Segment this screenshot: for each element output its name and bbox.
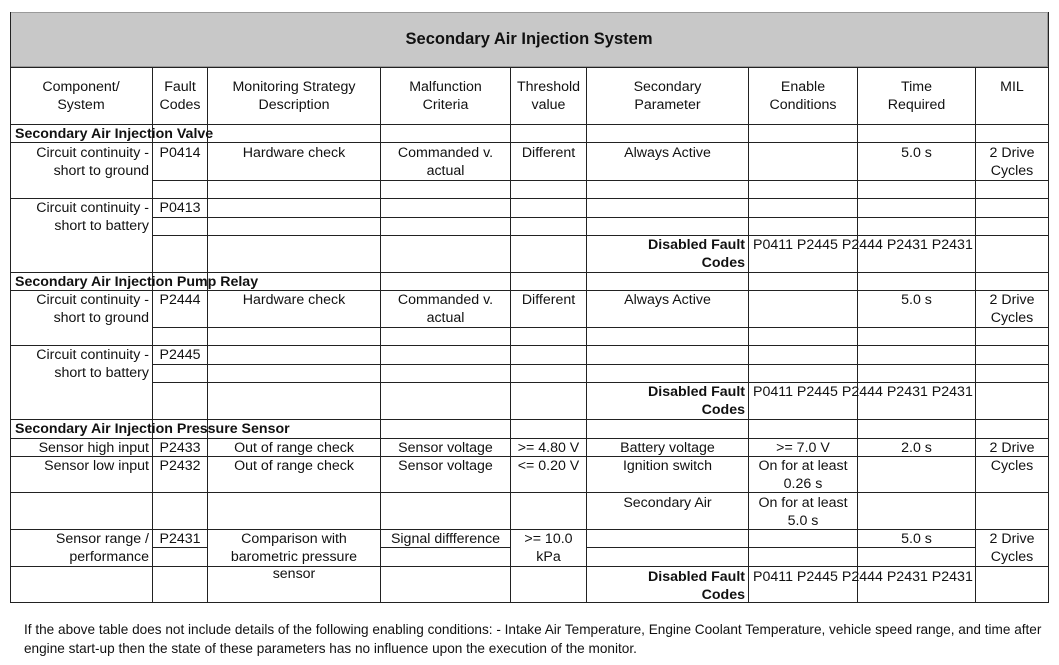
sensor-high-threshold: >= 4.80 V xyxy=(517,440,580,456)
sensor-range-component: Sensor range / performance xyxy=(55,531,149,565)
valve-row1-code: P0414 xyxy=(159,145,201,161)
sensor-low-malfunction: Sensor voltage xyxy=(398,458,493,474)
pump-row1-time: 5.0 s xyxy=(901,292,932,308)
grid-vline xyxy=(10,12,11,67)
pump-row1-mil: 2 Drive Cycles xyxy=(989,292,1035,326)
grid-hline xyxy=(152,382,1049,383)
sensor-high-malfunction: Sensor voltage xyxy=(398,440,493,456)
valve-disabled-label: Disabled Fault Codes xyxy=(648,237,745,271)
pump-row1-secondary: Always Active xyxy=(624,292,711,308)
grid-hline xyxy=(152,364,1049,365)
sensor-high-component: Sensor high input xyxy=(38,440,149,456)
grid-hline xyxy=(10,272,1049,273)
header-component: Component/ System xyxy=(42,79,120,113)
sensor-high-time: 2.0 s xyxy=(901,440,932,456)
sensor-high-mil: 2 Drive Cycles xyxy=(989,440,1035,474)
secondary-air-param: Secondary Air xyxy=(623,495,712,511)
pump-row1-threshold: Different xyxy=(521,292,576,308)
pump-row1-component: Circuit continuity - short to ground xyxy=(36,292,149,326)
sensor-range-strategy: Comparison with barometric pressure sensor xyxy=(230,531,358,582)
pump-disabled-codes: P0411 P2445 P2444 P2431 P2431 xyxy=(753,384,973,400)
pump-row1-code: P2444 xyxy=(159,292,201,308)
valve-row1-time: 5.0 s xyxy=(901,145,932,161)
section-title-valve: Secondary Air Injection Valve xyxy=(15,126,214,142)
valve-row1-threshold: Different xyxy=(521,145,576,161)
valve-row1-strategy: Hardware check xyxy=(242,145,346,161)
pump-row2-code: P2445 xyxy=(159,347,201,363)
header-secondary-parameter: Secondary Parameter xyxy=(633,79,702,113)
sensor-low-enable: On for at least 0.26 s xyxy=(758,458,848,492)
valve-row1-secondary: Always Active xyxy=(624,145,711,161)
sensor-high-strategy: Out of range check xyxy=(234,440,354,456)
grid-hline xyxy=(10,566,1049,567)
sensor-disabled-label: Disabled Fault Codes xyxy=(648,569,745,603)
sensor-range-threshold: >= 10.0 kPa xyxy=(524,531,573,565)
sensor-low-threshold: <= 0.20 V xyxy=(517,458,580,474)
grid-hline xyxy=(10,345,1049,346)
sensor-high-code: P2433 xyxy=(159,440,201,456)
secondary-air-enable: On for at least 5.0 s xyxy=(758,495,848,529)
grid-hline xyxy=(152,180,976,181)
grid-hline xyxy=(10,198,1049,199)
valve-disabled-codes: P0411 P2445 P2444 P2431 P2431 xyxy=(753,237,973,253)
grid-hline xyxy=(10,124,1049,125)
grid-hline xyxy=(10,602,1049,603)
header-malfunction-criteria: Malfunction Criteria xyxy=(409,79,482,113)
section-title-pressure-sensor: Secondary Air Injection Pressure Sensor xyxy=(15,421,290,437)
grid-vline xyxy=(10,67,11,602)
header-mil: MIL xyxy=(1000,79,1024,95)
header-monitoring-strategy: Monitoring Strategy Description xyxy=(232,79,356,113)
valve-row1-malfunction: Commanded v. actual xyxy=(397,145,494,179)
valve-row2-component: Circuit continuity - short to battery xyxy=(36,200,149,234)
header-enable-conditions: Enable Conditions xyxy=(769,79,837,113)
sensor-low-strategy: Out of range check xyxy=(234,458,354,474)
valve-row1-mil: 2 Drive Cycles xyxy=(989,145,1035,179)
sensor-high-secondary: Battery voltage xyxy=(620,440,715,456)
grid-hline xyxy=(10,492,1049,493)
sensor-low-component: Sensor low input xyxy=(44,458,149,474)
grid-hline xyxy=(10,529,1049,530)
grid-hline xyxy=(152,217,1049,218)
pump-row1-malfunction: Commanded v. actual xyxy=(397,292,494,326)
grid-hline xyxy=(152,327,976,328)
grid-hline xyxy=(10,419,1049,420)
valve-row2-code: P0413 xyxy=(159,200,201,216)
sensor-range-code: P2431 xyxy=(159,531,201,547)
sensor-range-time: 5.0 s xyxy=(901,531,932,547)
grid-vline xyxy=(1048,12,1049,67)
sensor-high-enable: >= 7.0 V xyxy=(776,440,830,456)
header-time-required: Time Required xyxy=(887,79,946,113)
sensor-range-malfunction: Signal diffference xyxy=(390,531,501,547)
sensor-low-secondary: Ignition switch xyxy=(622,458,713,474)
section-title-pump-relay: Secondary Air Injection Pump Relay xyxy=(15,274,259,290)
pump-row2-component: Circuit continuity - short to battery xyxy=(36,347,149,381)
sensor-low-code: P2432 xyxy=(159,458,201,474)
table-title: Secondary Air Injection System xyxy=(10,12,1048,67)
grid-hline xyxy=(10,67,1049,68)
sensor-range-mil: 2 Drive Cycles xyxy=(989,531,1035,565)
header-threshold-value: Threshold value xyxy=(516,79,581,113)
pump-row1-strategy: Hardware check xyxy=(242,292,346,308)
header-fault-codes: Fault Codes xyxy=(159,79,201,113)
grid-hline xyxy=(152,235,1049,236)
grid-vline xyxy=(1048,67,1049,602)
sensor-disabled-codes: P0411 P2445 P2444 P2431 P2431 xyxy=(753,569,973,585)
footnote: If the above table does not include details of the following enabling conditions: - Intake Air Temperature, Engine Coolant Temperature, vehicle speed range, and time after engine start-up then the state of these parameters has no influence upon the execution of the monitor. xyxy=(24,622,1042,656)
valve-row1-component: Circuit continuity - short to ground xyxy=(36,145,149,179)
pump-disabled-label: Disabled Fault Codes xyxy=(648,384,745,418)
